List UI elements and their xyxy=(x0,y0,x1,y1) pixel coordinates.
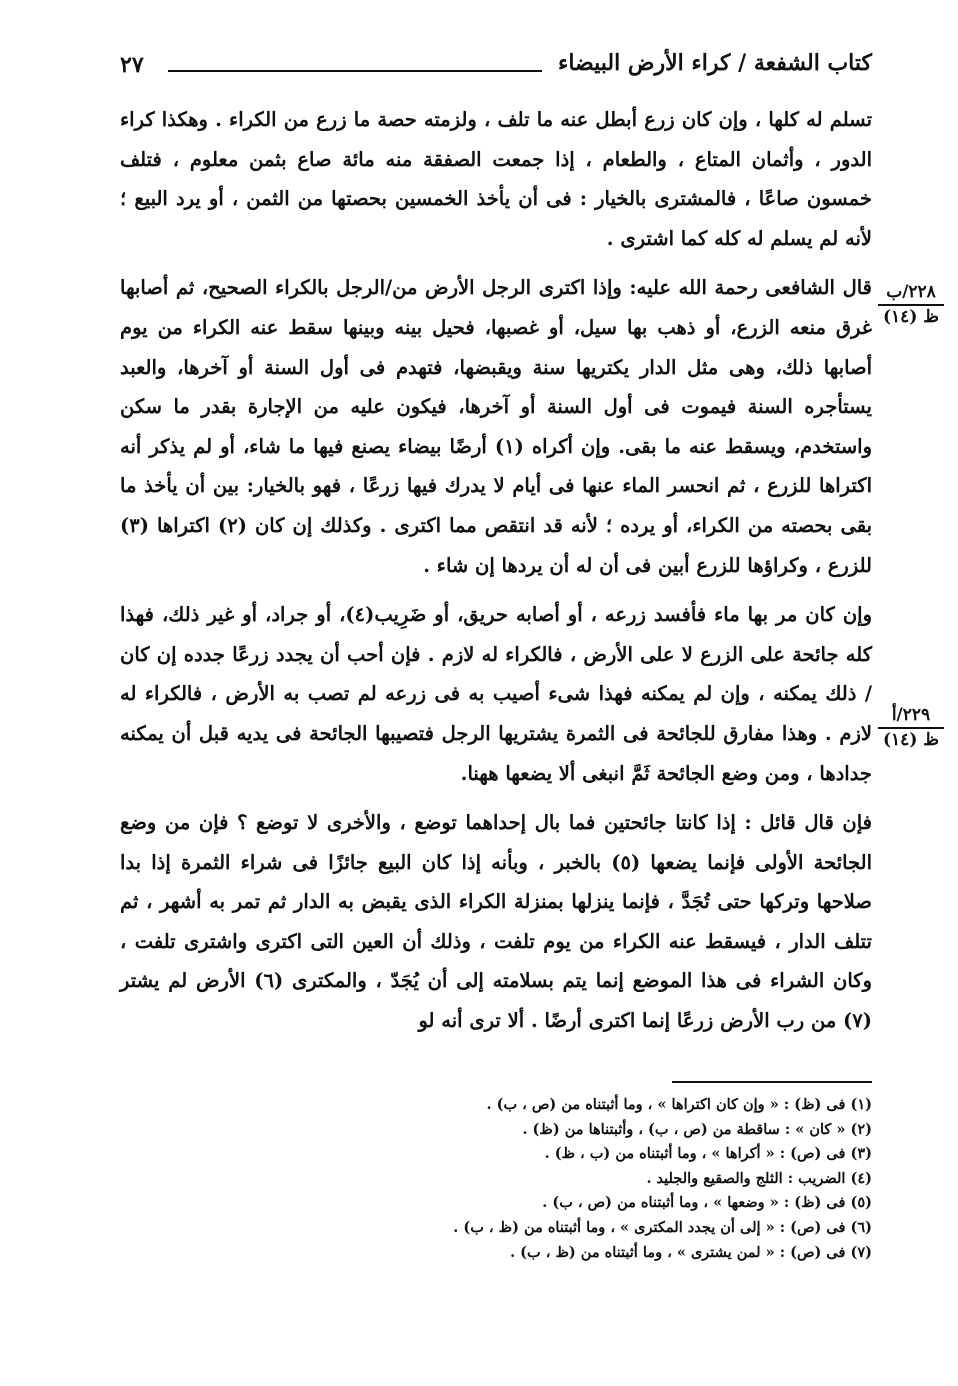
paragraph xyxy=(120,595,872,793)
main-text xyxy=(120,100,872,1041)
paragraph xyxy=(120,268,872,585)
footnotes xyxy=(120,1093,872,1265)
paragraph xyxy=(120,100,872,258)
footnote-2: (٢) « كان » : ساقطة من (ص ، ب) ، وأثبتناها من (ظ) . xyxy=(522,1120,872,1138)
footnote-4: (٤) الضريب : الثلج والصقيع والجليد . xyxy=(646,1169,872,1187)
page-number: ٢٧ xyxy=(120,52,144,78)
footnote-rule xyxy=(672,1081,872,1083)
footnote-5: (٥) فى (ظ) : « وضعها » ، وما أثبتناه من (ص ، ب) . xyxy=(542,1194,872,1212)
footnote-7: (٧) فى (ص) : « لمن يشترى » ، وما أثبتناه من (ظ ، ب) . xyxy=(510,1243,872,1261)
margin-note-manuscript: ظ (١٤) xyxy=(883,730,939,750)
margin-note-folio-229a xyxy=(878,704,944,751)
paragraph-lead: قال الشافعى xyxy=(765,276,872,300)
paragraph-text: رحمة الله عليه: وإذا اكترى الرجل الأرض من/الرجل بالكراء الصحيح، ثم أصابها غرق منعه الزرع، أو ذهب بها سيل، أو غصبها، فحيل بينه وبينها سقط عنه الكراء من يوم أصابها ذلك، وهى مثل الدار يكتريها سنة ويقبضها، فتهدم فى أول السنة أو آخرها، والعبد يستأجره السنة فيموت فى أول السنة أو آخرها، فيكون عليه من الإجارة بقدر ما سكن واستخدم، ويسقط عنه ما بقى. وإن أكراه (١) أرضًا بيضاء يصنع فيها ما شاء، أو لم يذكر أنه اكتراها للزرع ، ثم انحسر الماء عنها فى أيام لا يدرك فيها زرعًا ، فهو بالخيار: بين أن يأخذ ما بقى بحصته من الكراء، أو يرده ؛ لأنه قد انتقص مما اكترى . وكذلك إن كان (٢) اكتراها (٣) للزرع ، وكراؤها للزرع أبين فى أن له أن يردها إن شاء . xyxy=(120,276,873,577)
header-title: كتاب الشفعة / كراء الأرض البيضاء xyxy=(557,50,872,76)
paragraph-text: فإن قال قائل : إذا كانتا جائحتين فما بال إحداهما توضع ، والأخرى لا توضع ؟ فإن من وضع الجائحة الأولى فإنما يضعها (٥) بالخبر ، وبأنه إذا كان البيع جائزًا فى شراء الثمرة إذا بدا صلاحها وتركها حتى تُجَدَّ ، فإنما ينزلها بمنزلة الكراء الذى يقبض به الدار ثم تمر به أشهر ، ثم تتلف الدار ، فيسقط عنه الكراء من يوم تلفت ، وذلك أن العين التى اكترى واشترى تلفت ، وكان الشراء فى هذا الموضع إنما يتم بسلامته إلى أن يُجَدّ ، والمكترى (٦) الأرض لم يشتر (٧) من رب الأرض زرعًا إنما اكترى أرضًا . ألا ترى أنه لو xyxy=(120,811,873,1033)
paragraph-text: وإن كان مر بها ماء فأفسد زرعه ، أو أصابه حريق، أو ضَرِيب(٤)، أو جراد، أو غير ذلك، فهذا كله جائحة على الزرع لا على الأرض ، فالكراء له لازم . فإن أحب أن يجدد زرعًا جدده إن كان / ذلك يمكنه ، وإن لم يمكنه فهذا شىء أصيب به فى زرعه لم تصب به الأرض ، فالكراء له لازم . وهذا مفارق للجائحة فى الثمرة يشتريها الرجل فتصيبها الجائحة فى يديه قبل أن يمكنه جدادها ، ومن وضع الجائحة ثَمَّ انبغى ألا يضعها ههنا. xyxy=(120,603,872,785)
footnote-3: (٣) فى (ص) : « أكراها » ، وما أثبتناه من (ب ، ظ) . xyxy=(544,1145,872,1163)
footnote-1: (١) فى (ظ) : « وإن كان اكتراها » ، وما أثبتناه من (ص ، ب) . xyxy=(486,1096,872,1113)
paragraph xyxy=(120,803,872,1041)
margin-note-folio: ٢٢٨/ب xyxy=(878,281,944,306)
margin-note-folio-228b xyxy=(878,281,944,328)
margin-note-manuscript: ظ (١٤) xyxy=(883,307,939,327)
paragraph-text: تسلم له كلها ، وإن كان زرع أبطل عنه ما تلف ، ولزمته حصة ما زرع من الكراء . وهكذا كراء الدور ، وأثمان المتاع ، والطعام ، إذا جمعت الصفقة منه مائة صاع بثمن معلوم ، فتلف خمسون صاعًا ، فالمشترى بالخيار : فى أن يأخذ الخمسين بحصتها من الثمن ، أو يرد البيع ؛ لأنه لم يسلم له كله كما اشترى . xyxy=(120,108,872,250)
footnote-6: (٦) فى (ص) : « إلى أن يجدد المكترى » ، وما أثبتناه من (ظ ، ب) . xyxy=(453,1218,872,1236)
header-rule xyxy=(168,70,542,72)
running-header xyxy=(120,50,872,90)
margin-note-folio: ٢٢٩/أ xyxy=(878,704,944,729)
